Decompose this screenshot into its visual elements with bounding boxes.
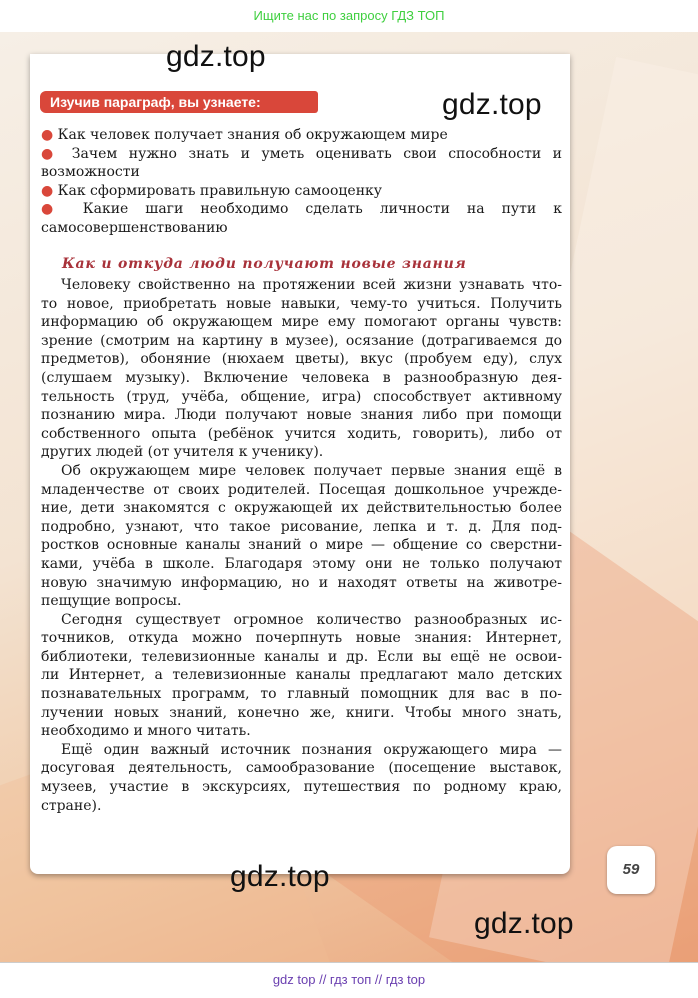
text-line: ками, учёба в школе. Благодаря этому они не только получают [41, 555, 562, 572]
text-line: других людей (от учителя к ученику). [41, 444, 324, 461]
banner-text: Изучив параграф, вы узнаете: [50, 94, 261, 110]
watermark: gdz.top [442, 88, 542, 121]
text-line: зрение (смотрим на картину в музее), осязание (дотрагиваемся до [41, 332, 562, 349]
list-item-text: Зачем нужно знать и уметь оценивать свои способности и возможности [41, 145, 562, 181]
watermark: gdz.top [166, 40, 266, 73]
text-line: предметов), обоняние (нюхаем цветы), вкус (пробуем еду), слух [41, 351, 562, 368]
text-line: Об окружающем мире человек получает первые знания ещё в [61, 462, 562, 479]
list-item [41, 182, 562, 201]
watermark: gdz.top [230, 860, 330, 893]
text-line: ростков основные каналы знаний о мире — общение со сверстни- [41, 537, 562, 554]
footer-bar [0, 962, 698, 998]
text-line: лучении новых знаний, конечно же, книги. Чтобы много знать, [41, 704, 562, 721]
page-number-badge [607, 846, 655, 894]
text-line: тельность (труд, учёба, общение, игра) способствует активному [41, 388, 562, 405]
bullet-icon: ● [41, 145, 61, 162]
list-item-text: Какие шаги необходимо сделать личности на пути к самосовершенствованию [41, 201, 562, 236]
list-item [41, 200, 562, 237]
watermark: gdz.top [474, 907, 574, 940]
text-line: пещущие вопросы. [41, 593, 182, 610]
body-text [41, 276, 562, 815]
bullet-icon: ● [41, 201, 66, 218]
learning-goals-banner [40, 91, 318, 113]
text-line: информацию об окружающем мире ему помогают органы чувств: [41, 314, 562, 331]
text-line: познавательных программ, то главный помощник для вас в по- [41, 686, 562, 703]
text-line: библиотеки, телевизионные каналы и др. Если вы ещё не освои- [41, 648, 562, 665]
list-item-text: Как человек получает знания об окружающем мире [57, 127, 448, 143]
text-line: Ещё один важный источник познания окружающего мира — [61, 741, 562, 758]
list-item [41, 126, 562, 145]
bullet-icon: ● [41, 182, 54, 199]
text-line: познанию мира. Люди получают новые знания либо при помощи [41, 407, 562, 424]
text-line: собственного опыта (ребёнок учится ходить, говорить), либо от [41, 425, 562, 442]
text-line: досуговая деятельность, самообразование (посещение выставок, [41, 760, 562, 777]
text-line: (слушаем музыку). Включение человека в разнообразную дея- [41, 369, 562, 386]
list-item-text: Как сформировать правильную самооценку [57, 182, 383, 199]
list-item [41, 145, 562, 182]
text-line: то новое, приобретать новые навыки, чему-то учиться. Получить [41, 295, 562, 312]
text-line: подробно, узнают, что такое рисование, лепка и т. д. Для под- [41, 518, 562, 535]
text-line: точников, откуда можно почерпнуть новые знания: Интернет, [41, 630, 562, 647]
section-heading: Как и откуда люди получают новые знания [62, 256, 467, 272]
text-line: младенчестве от своих родителей. Посещая дошкольное учрежде- [41, 481, 562, 498]
footer-text: gdz top // гдз топ // гдз top [272, 972, 426, 987]
learning-goals-list [41, 126, 562, 238]
bullet-icon: ● [41, 127, 54, 143]
text-line: необходимо и много читать. [41, 723, 251, 740]
text-line: ние, дети знакомятся с окружающей их действительностью более [41, 500, 562, 517]
text-line: стране). [41, 797, 102, 814]
text-line: Человеку свойственно на протяжении всей жизни узнавать что- [61, 277, 562, 293]
text-line: музеев, участие в экскурсиях, путешествия по родному краю, [41, 779, 562, 796]
page-number: 59 [622, 861, 640, 878]
text-line: ли Интернет, а телевизионные каналы предлагают мало детских [41, 667, 562, 684]
top-banner [0, 0, 698, 32]
text-line: Сегодня существует огромное количество разнообразных ис- [61, 611, 562, 628]
top-banner-text: Ищите нас по запросу ГДЗ ТОП [253, 8, 445, 23]
text-line: новую значимую информацию, но и находят ответы на животре- [41, 574, 562, 591]
